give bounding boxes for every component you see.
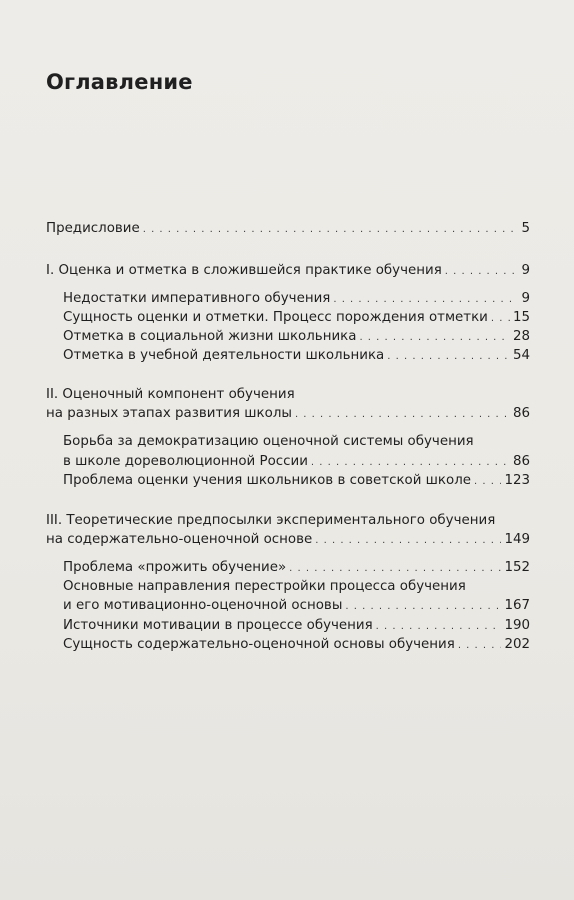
toc-entry-page: 190 [504,618,530,633]
toc-entry-page: 149 [504,532,530,547]
toc-entry-label: Проблема «прожить обучение» [63,560,287,575]
toc-entry-label: Проблема оценки учения школьников в советской школе [63,473,472,488]
toc-entry-label: Источники мотивации в процессе обучения [63,618,373,633]
dot-leader [345,597,501,615]
toc-entry-label: Отметка в учебной деятельности школьника [63,348,385,363]
dot-leader [376,617,502,635]
toc-entry[interactable] [63,328,530,346]
toc-entry[interactable] [63,347,530,365]
toc-entry-page: 123 [504,473,530,488]
toc-entry[interactable] [63,617,530,635]
toc-entry-label-line1[interactable]: II. Оценочный компонент обучения [46,387,295,402]
toc-entry-label: на содержательно-оценочной основе [46,532,313,547]
toc-entry-label-line1[interactable]: III. Теоретические предпосылки экспериментального обучения [46,513,496,528]
toc-entry-label: в школе дореволюционной России [63,454,308,469]
dot-leader [333,290,518,308]
dot-leader [458,636,502,654]
toc-entry[interactable] [46,262,530,280]
toc-entry[interactable] [63,559,530,577]
toc-entry-page: 86 [512,454,530,469]
toc-entry-page: 86 [512,406,530,421]
toc-entry[interactable] [63,453,530,471]
toc-entry-label: I. Оценка и отметка в сложившейся практике обучения [46,263,442,278]
toc-entry-label: Недостатки императивного обучения [63,291,331,306]
toc-entry-page: 9 [521,291,530,306]
dot-leader [289,559,501,577]
dot-leader [491,309,510,327]
toc-entry-page: 28 [512,329,530,344]
dot-leader [315,531,501,549]
toc-title: Оглавление [46,70,193,94]
toc-entry[interactable] [46,405,530,423]
toc-entry-label: Сущность оценки и отметки. Процесс порождения отметки [63,310,488,325]
dot-leader [474,472,501,490]
toc-entry[interactable] [63,597,530,615]
toc-entry-page: 9 [521,263,530,278]
toc-entry-page: 202 [504,637,530,652]
toc-entry-page: 167 [504,598,530,613]
toc-entry-label-line1[interactable]: Основные направления перестройки процесса обучения [63,579,466,594]
toc-entry[interactable] [46,531,530,549]
toc-entry-label-line1[interactable]: Борьба за демократизацию оценочной системы обучения [63,434,474,449]
toc-entry[interactable] [63,636,530,654]
toc-entry-page: 54 [512,348,530,363]
toc-entry[interactable] [63,290,530,308]
dot-leader [143,220,519,238]
toc-entry[interactable] [63,472,530,490]
toc-entry-page: 152 [504,560,530,575]
dot-leader [359,328,510,346]
toc-entry[interactable] [63,309,530,327]
toc-entry-label: Отметка в социальной жизни школьника [63,329,357,344]
toc-entry-label: на разных этапах развития школы [46,406,292,421]
dot-leader [295,405,510,423]
dot-leader [445,262,519,280]
toc-entry-label: и его мотивационно-оценочной основы [63,598,343,613]
toc-entry-page: 15 [512,310,530,325]
dot-leader [387,347,510,365]
toc-entry-page: 5 [521,221,530,236]
toc-entry-label: Предисловие [46,221,140,236]
toc-entry[interactable] [46,220,530,238]
toc-entry-label: Сущность содержательно-оценочной основы обучения [63,637,455,652]
dot-leader [311,453,510,471]
